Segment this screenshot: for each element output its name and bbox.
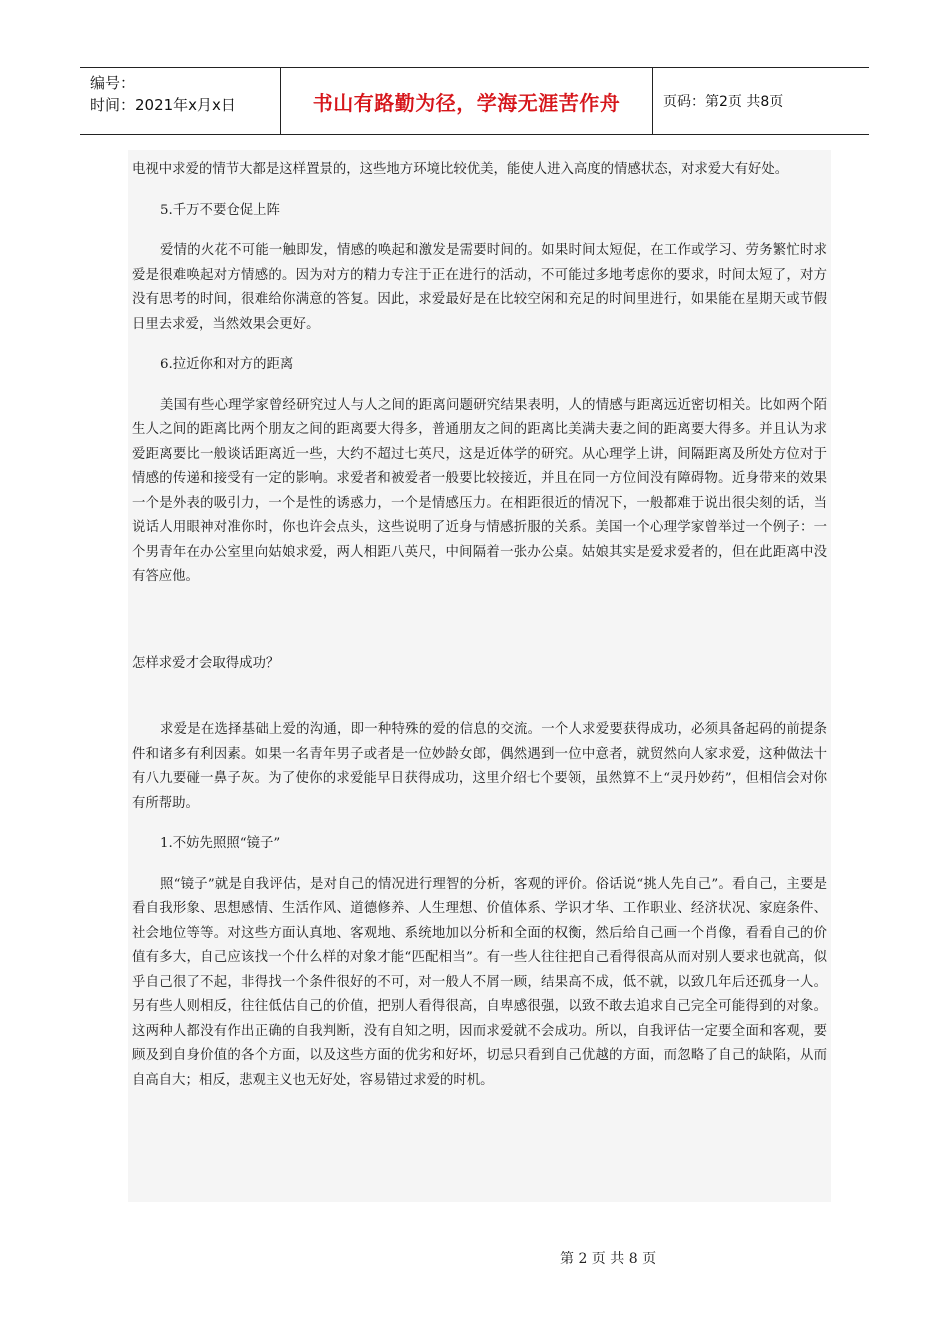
section-heading-5: 5.千万不要仓促上阵 <box>160 202 280 218</box>
page-header <box>80 67 869 135</box>
paragraph-intro: 电视中求爱的情节大都是这样置景的，这些地方环境比较优美，能使人进入高度的情感状态，对求爱大有好处。 <box>132 162 789 177</box>
header-motto: 书山有路勤为径，学海无涯苦作舟 <box>312 90 621 115</box>
paragraph-section-6: 美国有些心理学家曾经研究过人与人之间的距离问题研究结果表明，人的情感与距离远近密切相关。比如两个陌生人之间的距离比两个朋友之间的距离要大得多，普通朋友之间的距离比美满夫妻之间的距离要大得多。并且认为求爱距离要比一般谈话距离近一些，大约不超过七英尺，这是近体学的研究。从心理学上讲，间隔距离及所处方位对于情感的传递和接受有一定的影响。求爱者和被爱者一般要比较接近，并且在同一方位间没有障碍物。近身带来的效果一个是外表的吸引力，一个是性的诱惑力，一个是情感压力。在相距很近的情况下，一般都难于说出很尖刻的话，当说话人用眼神对准你时，你也许会点头，这些说明了近身与情感折服的关系。美国一个心理学家曾举过一个例子：一个男青年在办公室里向姑娘求爱，两人相距八英尺，中间隔着一张办公桌。姑娘其实是爱求爱者的，但在此距离中没有答应他。 <box>132 397 827 584</box>
header-page-cell <box>653 68 869 134</box>
header-page-number: 页码：第2页 共8页 <box>663 94 784 110</box>
document-number-label: 编号： <box>90 74 136 92</box>
footer-page-number: 第 2 页 共 8 页 <box>560 1251 657 1267</box>
document-body <box>128 150 831 1202</box>
header-meta <box>80 68 281 134</box>
article-title: 怎样求爱才会取得成功？ <box>132 655 280 671</box>
section-heading-1: 1.不妨先照照“镜子” <box>160 836 281 851</box>
document-date-label: 时间：2021年x月x日 <box>90 96 236 114</box>
header-motto-cell <box>281 68 653 134</box>
section-heading-6: 6.拉近你和对方的距离 <box>160 357 294 372</box>
paragraph-lead: 求爱是在选择基础上爱的沟通，即一种特殊的爱的信息的交流。一个人求爱要获得成功，必须具备起码的前提条件和诸多有利因素。如果一名青年男子或者是一位妙龄女郎，偶然遇到一位中意者，就贸然向人家求爱，这种做法十有八九要碰一鼻子灰。为了使你的求爱能早日获得成功，这里介绍七个要领，虽然算不上“灵丹妙药”，但相信会对你有所帮助。 <box>132 722 827 811</box>
paragraph-section-5: 爱情的火花不可能一触即发，情感的唤起和激发是需要时间的。如果时间太短促，在工作或学习、劳务繁忙时求爱是很难唤起对方情感的。因为对方的精力专注于正在进行的活动，不可能过多地考虑你的要求，时间太短了，对方没有思考的时间，很难给你满意的答复。因此，求爱最好是在比较空闲和充足的时间里进行，如果能在星期天或节假日里去求爱，当然效果会更好。 <box>132 243 827 332</box>
paragraph-section-1: 照“镜子”就是自我评估，是对自己的情况进行理智的分析，客观的评价。俗话说“挑人先自己”。看自己，主要是看自我形象、思想感情、生活作风、道德修养、人生理想、价值体系、学识才华、工作职业、经济状况、家庭条件、社会地位等等。对这些方面认真地、客观地、系统地加以分析和全面的权衡，然后给自己画一个肖像，看看自己的价值有多大，自己应该找一个什么样的对象才能“匹配相当”。有一些人往往把自己看得很高从而对别人要求也就高，似乎自己很了不起，非得找一个条件很好的不可，对一般人不屑一顾，结果高不成，低不就，以致几年后还孤身一人。另有些人则相反，往往低估自己的价值，把别人看得很高，自卑感很强，以致不敢去追求自己完全可能得到的对象。这两种人都没有作出正确的自我判断，没有自知之明，因而求爱就不会成功。所以，自我评估一定要全面和客观，要顾及到自身价值的各个方面，以及这些方面的优劣和好坏，切忌只看到自己优越的方面，而忽略了自己的缺陷，从而自高自大；相反，悲观主义也无好处，容易错过求爱的时机。 <box>132 876 827 1088</box>
